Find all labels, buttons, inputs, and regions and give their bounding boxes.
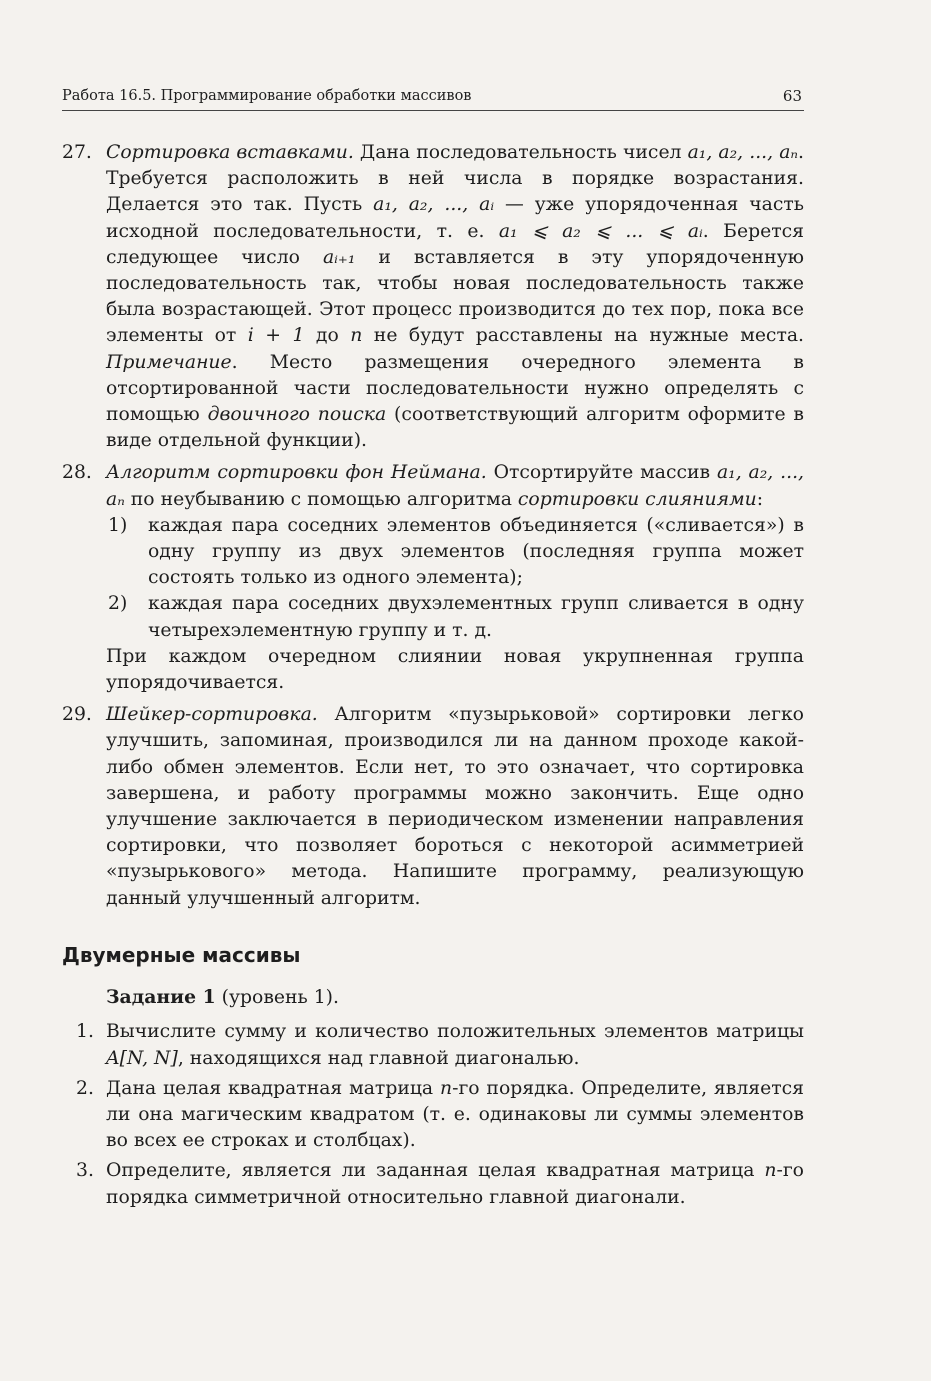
list-item <box>106 513 804 592</box>
list-item <box>106 591 804 643</box>
math: n <box>350 325 363 347</box>
text: и вставляется в эту упорядоченную последовательность так, чтобы новая последовательность также была возрастающей. Этот процесс производится до тех пор, пока все элементы от <box>106 246 804 347</box>
math: A[N, N] <box>106 1047 178 1069</box>
page-header <box>62 84 804 111</box>
task-2 <box>62 1076 804 1155</box>
exercise-title: Шейкер-сортировка. <box>106 704 318 726</box>
task-number: 2. <box>76 1077 94 1099</box>
task-number: 3. <box>76 1160 94 1182</box>
list-text: каждая пара соседних двухэлементных групп сливается в одну четырехэлементную группу и т. д. <box>148 593 804 641</box>
task-label-bold: Задание 1 <box>106 986 216 1009</box>
math: a₁, a₂, ..., aₙ <box>106 462 805 510</box>
running-title: Работа 16.5. Программирование обработки массивов <box>62 88 472 104</box>
math: a₁, a₂, ..., aₙ <box>687 142 799 163</box>
text: по неубыванию с помощью алгоритма <box>124 488 518 510</box>
math: a₁ ⩽ a₂ ⩽ ... ⩽ aᵢ <box>498 220 703 242</box>
term: двоичного поиска <box>207 404 387 426</box>
text: Дана целая квадратная матрица <box>106 1077 440 1099</box>
task-list <box>62 1019 804 1210</box>
page-content <box>62 140 804 1215</box>
note-label: Примечание <box>106 351 232 373</box>
text: — уже упорядоченная часть исходной последовательности, т. е. <box>106 194 804 242</box>
list-number: 1) <box>108 514 128 536</box>
text: (соответствующий алгоритм оформите в виде отдельной функции). <box>106 404 805 452</box>
exercise-29 <box>62 702 804 912</box>
exercise-number: 27. <box>62 142 92 163</box>
task-1 <box>62 1019 804 1071</box>
task-label <box>62 984 804 1011</box>
exercise-title: Сортировка вставками. <box>106 142 354 163</box>
text: . Требуется расположить в ней числа в порядке возрастания. Делается это так. Пусть <box>106 142 805 216</box>
text: Отсортируйте массив <box>486 462 717 484</box>
paragraph: При каждом очередном слиянии новая укрупненная группа упорядочивается. <box>106 645 804 694</box>
math: i + 1 <box>247 325 305 347</box>
text: до <box>304 325 351 347</box>
text: Вычислите сумму и количество положительных элементов матрицы <box>106 1021 804 1043</box>
exercise-28 <box>62 460 804 696</box>
exercise-number: 29. <box>62 704 92 726</box>
math: n <box>439 1077 453 1099</box>
text: Дана последовательность чисел <box>353 142 688 163</box>
text: Алгоритм «пузырьковой» сортировки легко улучшить, запоминая, производился ли на данном проходе какой-либо обмен элементов. Если нет, то это означает, что сортировка завершена, и работу программы можно закончить. Еще одно улучшение заключается в периодическом изменении направления сортировки, что позволяет бороться с некоторой асимметрией «пузырькового» метода. Напишите программу, реализующую данный улучшенный алгоритм. <box>106 704 804 909</box>
text: Определите, является ли заданная целая квадратная матрица <box>106 1160 765 1182</box>
text: -го порядка. Определите, является ли она магическим квадратом (т. е. одинаковы ли суммы элементов во всех ее строках и столбцах). <box>106 1077 805 1152</box>
list-number: 2) <box>108 593 128 615</box>
exercise-number: 28. <box>62 462 92 484</box>
text: , находящихся над главной диагональю. <box>177 1047 580 1069</box>
task-3 <box>62 1158 804 1210</box>
text: -го порядка симметричной относительно главной диагонали. <box>106 1160 804 1208</box>
text: : <box>756 488 764 510</box>
text: . Берется следующее число <box>106 220 804 268</box>
term: сортировки слияниями <box>517 488 757 510</box>
text: . Место размещения очередного элемента в отсортированной части последовательности нужно определять с помощью <box>106 351 804 426</box>
text: не будут расставлены на нужные места. <box>362 325 805 347</box>
math: aᵢ₊₁ <box>322 246 356 268</box>
exercise-27 <box>62 140 804 454</box>
task-number: 1. <box>76 1021 94 1043</box>
math: a₁, a₂, ..., aᵢ <box>373 194 495 216</box>
page-number: 63 <box>782 87 802 105</box>
task-level: (уровень 1). <box>215 987 339 1009</box>
list-text: каждая пара соседних элементов объединяется («сливается») в одну группу из двух элементов (последняя группа может состоять только из одного элемента); <box>148 514 804 589</box>
section-heading: Двумерные массивы <box>62 942 301 967</box>
math: n <box>764 1160 777 1182</box>
exercise-title: Алгоритм сортировки фон Неймана. <box>106 462 487 484</box>
